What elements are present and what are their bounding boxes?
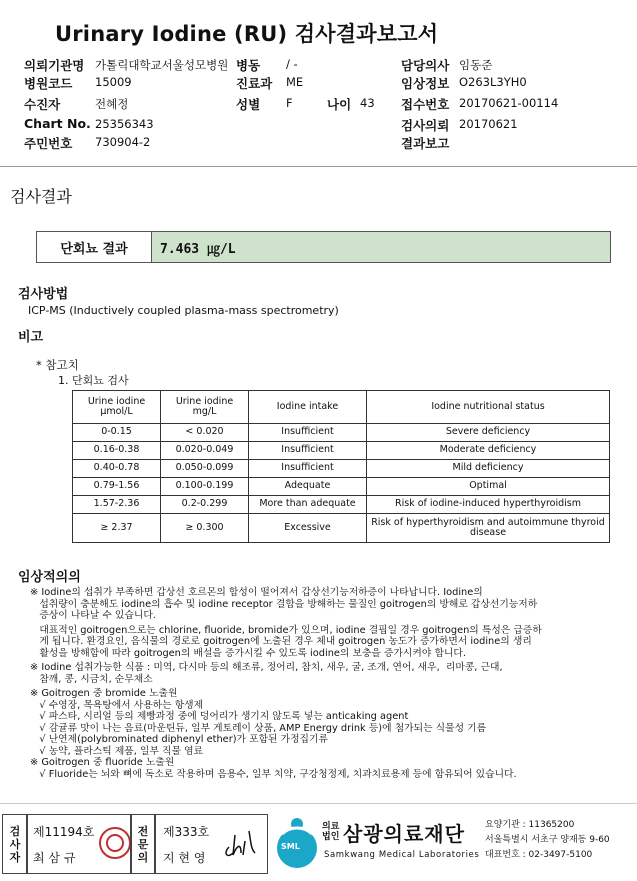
clinical-info-value: O263L3YH0	[459, 75, 527, 89]
table-row	[73, 496, 610, 514]
cell: Risk of hyperthyroidism and autoimmune thyroid disease	[367, 514, 610, 543]
cell: More than adequate	[249, 496, 367, 514]
footer-divider	[0, 803, 637, 804]
cell: ≥ 2.37	[73, 514, 161, 543]
cell: 0.79-1.56	[73, 478, 161, 496]
receipt-no-value: 20170621-00114	[459, 96, 559, 110]
ref-subtitle: 1. 단회뇨 검사	[58, 374, 129, 387]
clinical-line: 증상이 나타날 수 있습니다.	[30, 610, 156, 621]
request-date-label: 검사의뢰	[401, 118, 450, 133]
cell: 0.40-0.78	[73, 460, 161, 478]
method-text: ICP-MS (Inductively coupled plasma-mass spectrometry)	[28, 304, 339, 317]
cell: ≥ 0.300	[161, 514, 249, 543]
inspector-name: 최 삼 규	[33, 851, 76, 865]
inspector-seal-icon	[99, 827, 131, 859]
receipt-no-label: 접수번호	[401, 97, 450, 112]
signature-icon	[221, 827, 261, 861]
request-date-value: 20170621	[459, 117, 518, 131]
ward-value: / -	[286, 57, 298, 71]
cell: 0.2-0.299	[161, 496, 249, 514]
age-value: 43	[360, 96, 375, 110]
cell: 0.020-0.049	[161, 442, 249, 460]
table-row	[73, 424, 610, 442]
resident-no-label: 주민번호	[24, 136, 73, 151]
clinical-line: ※ Goitrogen 중 fluoride 노출원	[30, 757, 175, 768]
cell: Insufficient	[249, 460, 367, 478]
table-row	[73, 478, 610, 496]
clinical-line: √ 농약, 플라스틱 제품, 일부 직물 염료	[30, 745, 203, 757]
sex-label: 성별	[236, 97, 261, 112]
header-umol: Urine iodine μmol/L	[73, 391, 161, 424]
method-title: 검사방법	[18, 287, 69, 302]
doctor-label: 담당의사	[401, 58, 450, 73]
remarks-title: 비고	[18, 330, 44, 345]
report-title: Urinary Iodine (RU) 검사결과보고서	[55, 22, 439, 46]
inspector-label-char: 검	[9, 824, 21, 838]
sex-value: F	[286, 96, 293, 110]
contact-line: 서울특별시 서초구 양재동 9-60	[485, 835, 610, 845]
cell: 0-0.15	[73, 424, 161, 442]
patient-label: 수진자	[24, 97, 61, 112]
chart-no-value: 25356343	[95, 117, 154, 131]
inspector-no: 제11194호	[33, 825, 95, 839]
org-tag	[322, 822, 339, 842]
report-date-label: 결과보고	[401, 136, 450, 151]
cell: Insufficient	[249, 442, 367, 460]
cell: 0.100-0.199	[161, 478, 249, 496]
clinical-info-label: 임상정보	[401, 76, 450, 91]
table-row	[73, 442, 610, 460]
age-label: 나이	[327, 97, 352, 112]
inspector-box	[26, 814, 132, 874]
hospital-code-label: 병원코드	[24, 76, 73, 91]
table-row	[73, 460, 610, 478]
inspector-label-char: 사	[9, 837, 21, 851]
clinical-line: √ 난연제(polybrominated diphenyl ether)가 포함된 가정집기류	[30, 734, 328, 745]
clinical-line: √ Fluoride는 뇌와 뼈에 독소로 작용하며 음용수, 일부 치약, 구강청정제, 치과치료용제 등에 함유되어 있습니다.	[30, 768, 517, 780]
contact-line: 대표번호 : 02-3497-5100	[485, 850, 593, 860]
org-contact	[485, 818, 610, 863]
logo-text: SML	[281, 842, 300, 851]
cell: Excessive	[249, 514, 367, 543]
clinical-line: ※ Goitrogen 중 bromide 노출원	[30, 688, 178, 699]
table-row	[73, 514, 610, 543]
org-tag-line: 의료	[322, 822, 340, 832]
cell: Optimal	[367, 478, 610, 496]
hospital-code-value: 15009	[95, 75, 132, 89]
table-header-row	[73, 391, 610, 424]
cell: 1.57-2.36	[73, 496, 161, 514]
header-status: Iodine nutritional status	[367, 391, 610, 424]
clinical-text	[30, 587, 630, 780]
cell: Adequate	[249, 478, 367, 496]
header-intake: Iodine intake	[249, 391, 367, 424]
org-en: Samkwang Medical Laboratories	[324, 850, 480, 860]
result-value: 7.463 ㎍/L	[152, 232, 610, 262]
org-tag-line: 법인	[322, 832, 340, 842]
doctor-value: 임동준	[459, 58, 493, 72]
cell: 0.050-0.099	[161, 460, 249, 478]
patient-value: 전혜정	[95, 97, 129, 111]
org-label: 의뢰기관명	[24, 58, 85, 73]
specialist-label-char: 전	[137, 824, 149, 838]
ref-title: * 참고치	[36, 358, 79, 372]
divider	[0, 166, 637, 167]
clinical-line: √ 감귤류 맛이 나는 음료(마운틴듀, 일부 게토레이 상품, AMP Energy drink 등)에 첨가되는 식물성 기름	[30, 722, 487, 734]
chart-no-label: Chart No.	[24, 116, 91, 131]
dept-label: 진료과	[236, 76, 273, 91]
specialist-label-char: 의	[137, 850, 149, 864]
clinical-line: 게 됩니다. 환경요인, 음식물의 경로로 goitrogen에 노출된 경우 체내 goitrogen 농도가 증가하면서 iodine의 생리	[30, 636, 532, 647]
resident-no-value: 730904-2	[95, 135, 151, 149]
section-result-title: 검사결과	[10, 187, 72, 206]
clinical-line: 활성을 방해함에 따라 goitrogen의 배설을 증가시킬 수 있도록 iodine의 보충을 증가시켜야 합니다.	[30, 647, 466, 659]
clinical-line: ※ Iodine의 섭취가 부족하면 갑상선 호르몬의 합성이 떨어져서 갑상선기능저하증이 나타납니다. Iodine의	[30, 587, 483, 598]
result-box	[36, 231, 611, 263]
cell: Insufficient	[249, 424, 367, 442]
clinical-line: 대표적인 goitrogen으로는 chlorine, fluoride, bromide가 있으며, iodine 결핍일 경우 goitrogen의 특성은 급증하	[30, 624, 542, 636]
org-value: 가톨릭대학교서울성모병원	[95, 58, 229, 72]
cell: Moderate deficiency	[367, 442, 610, 460]
cell: < 0.020	[161, 424, 249, 442]
org-name: 삼광의료재단	[343, 822, 465, 846]
cell: Severe deficiency	[367, 424, 610, 442]
inspector-label-char: 자	[9, 850, 21, 864]
clinical-line: √ 수영장, 목욕탕에서 사용하는 항생제	[30, 699, 204, 711]
dept-value: ME	[286, 75, 304, 89]
ward-label: 병동	[236, 58, 261, 73]
specialist-name: 지 현 영	[163, 851, 206, 865]
reference-table	[72, 390, 610, 543]
specialist-label-char: 문	[137, 837, 149, 851]
clinical-title: 임상적의의	[18, 570, 81, 585]
specialist-no: 제333호	[163, 825, 210, 839]
result-label: 단회뇨 결과	[37, 232, 152, 262]
cell: 0.16-0.38	[73, 442, 161, 460]
cell: Risk of iodine-induced hyperthyroidism	[367, 496, 610, 514]
specialist-box	[154, 814, 268, 874]
header-mg: Urine iodine mg/L	[161, 391, 249, 424]
clinical-line: 섭취량이 충분해도 iodine의 흡수 및 iodine receptor 결합을 방해하는 물질인 goitrogen의 방해로 갑상선기능저하	[30, 598, 538, 610]
clinical-line: 참깨, 콩, 시금치, 순무채소	[30, 673, 153, 685]
clinical-line: ※ Iodine 섭취가능한 식품 : 미역, 다시마 등의 해조류, 정어리, 참치, 새우, 굴, 조개, 연어, 새우, 리마콩, 근대,	[30, 662, 503, 673]
contact-line: 요양기관 : 11365200	[485, 820, 575, 830]
cell: Mild deficiency	[367, 460, 610, 478]
clinical-line: √ 파스타, 시리얼 등의 제빵과정 중에 덩어리가 생기지 않도록 넣는 anticaking agent	[30, 711, 409, 722]
specialist-label	[130, 814, 156, 874]
inspector-label	[2, 814, 28, 874]
footer	[0, 814, 637, 876]
